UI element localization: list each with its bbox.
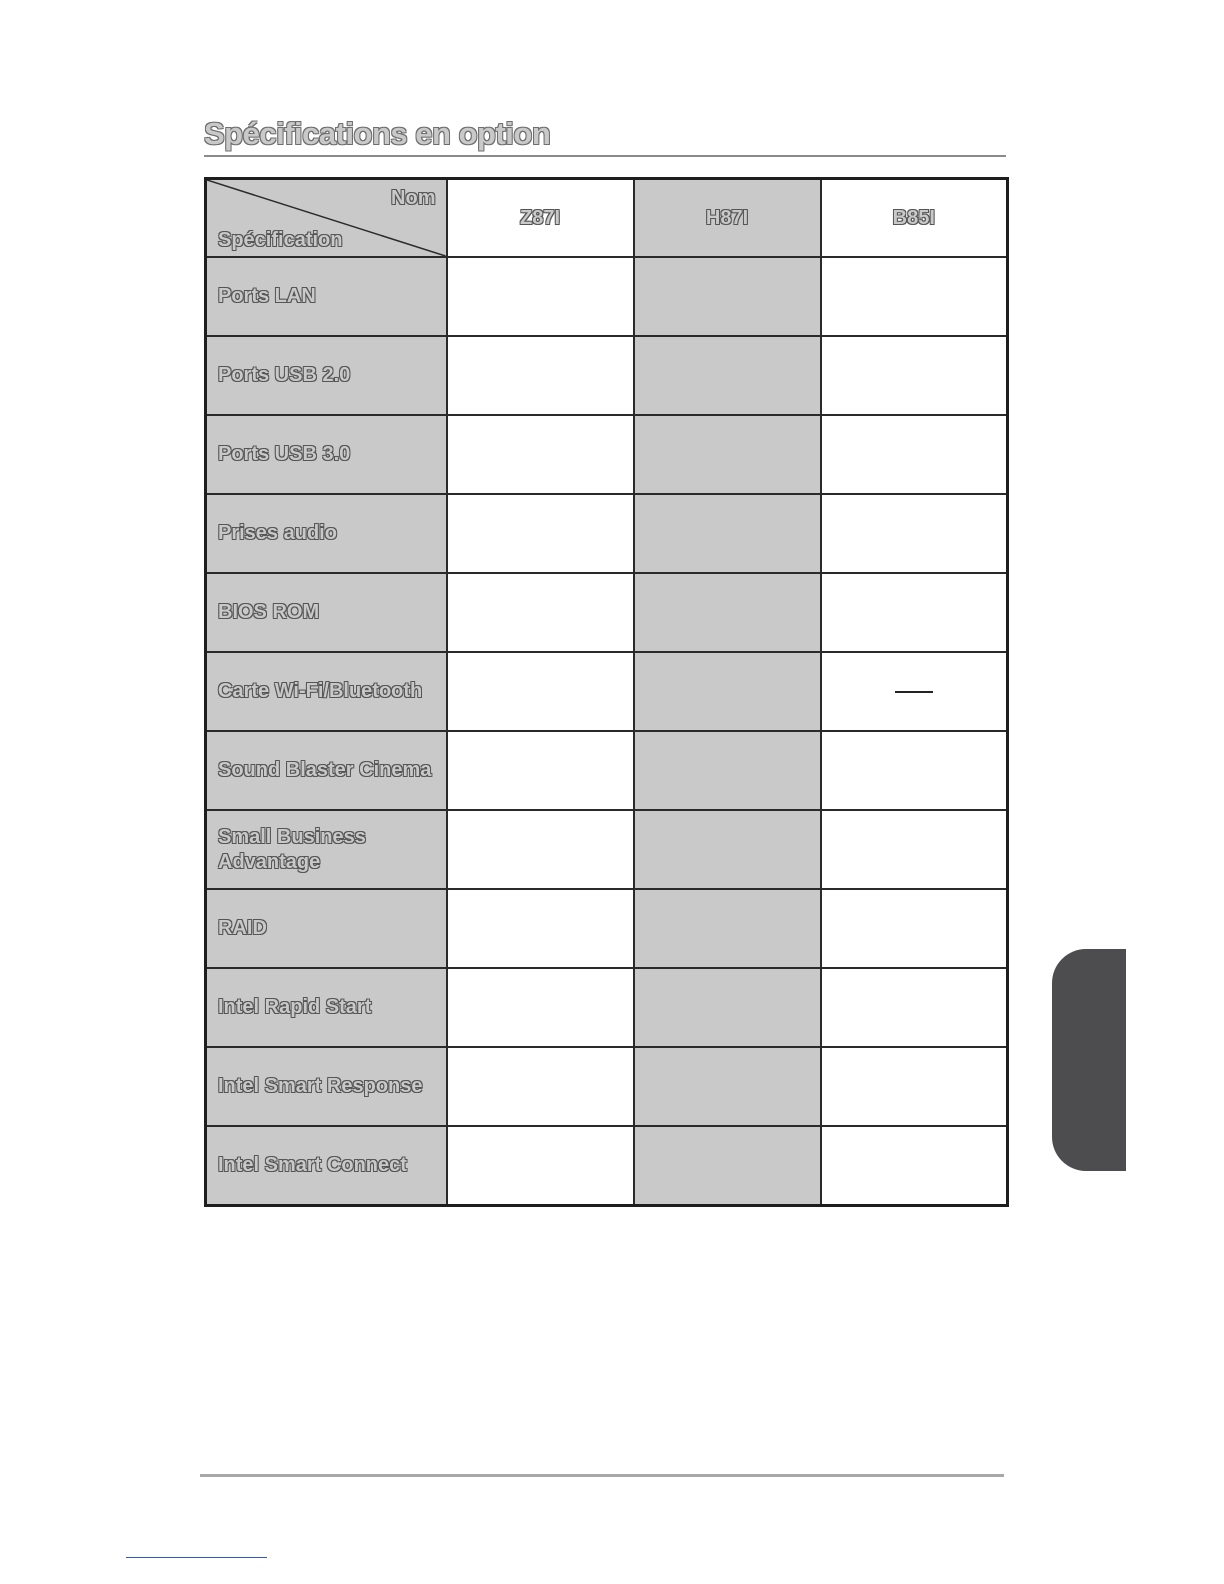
row-label: Intel Smart Response [206, 1047, 447, 1126]
value-cell-h87i [634, 968, 821, 1047]
value-cell-h87i [634, 1047, 821, 1126]
value-cell-b85i [821, 889, 1008, 968]
page-title: Spécifications en option [204, 116, 551, 151]
value-cell-h87i [634, 1126, 821, 1206]
row-label: Prises audio [206, 494, 447, 573]
row-label: Small Business Advantage [206, 810, 447, 889]
value-cell-b85i [821, 494, 1008, 573]
model-header-b85i: B85I [821, 179, 1008, 258]
not-available-dash [895, 691, 933, 693]
footer-link-underline [126, 1557, 267, 1558]
value-cell-h87i [634, 257, 821, 336]
value-cell-h87i [634, 336, 821, 415]
table-body [206, 257, 1008, 1206]
value-cell-z87i [447, 652, 634, 731]
value-cell-z87i [447, 573, 634, 652]
corner-header-cell [206, 179, 447, 258]
value-cell-z87i [447, 494, 634, 573]
value-cell-h87i [634, 573, 821, 652]
value-cell-b85i [821, 415, 1008, 494]
value-cell-z87i [447, 257, 634, 336]
value-cell-z87i [447, 1047, 634, 1126]
table-header-row [206, 179, 1008, 258]
value-cell-b85i [821, 1047, 1008, 1126]
table-row-intel-smart-connect [206, 1126, 1008, 1206]
table-row-audio-jacks [206, 494, 1008, 573]
row-label: Carte Wi-Fi/Bluetooth [206, 652, 447, 731]
table-row-raid [206, 889, 1008, 968]
row-label: Intel Smart Connect [206, 1126, 447, 1206]
table-row-sound-blaster-cinema [206, 731, 1008, 810]
table-row-intel-rapid-start [206, 968, 1008, 1047]
value-cell-b85i [821, 810, 1008, 889]
corner-spec-label: Spécification [218, 229, 343, 251]
value-cell-h87i [634, 889, 821, 968]
row-label: Sound Blaster Cinema [206, 731, 447, 810]
row-label: RAID [206, 889, 447, 968]
value-cell-z87i [447, 731, 634, 810]
row-label: Ports USB 3.0 [206, 415, 447, 494]
model-header-h87i: H87I [634, 179, 821, 258]
footer-divider [200, 1474, 1004, 1477]
value-cell-z87i [447, 1126, 634, 1206]
value-cell-b85i [821, 968, 1008, 1047]
value-cell-z87i [447, 415, 634, 494]
value-cell-z87i [447, 810, 634, 889]
value-cell-h87i [634, 494, 821, 573]
value-cell-b85i [821, 573, 1008, 652]
value-cell-b85i [821, 257, 1008, 336]
model-header-z87i: Z87I [447, 179, 634, 258]
table-row-ports-usb-2 [206, 336, 1008, 415]
value-cell-h87i [634, 731, 821, 810]
value-cell-b85i [821, 1126, 1008, 1206]
table-row-small-business-advantage [206, 810, 1008, 889]
value-cell-z87i [447, 968, 634, 1047]
row-label: Intel Rapid Start [206, 968, 447, 1047]
value-cell-z87i [447, 336, 634, 415]
row-label: Ports USB 2.0 [206, 336, 447, 415]
value-cell-b85i [821, 336, 1008, 415]
table-row-ports-lan [206, 257, 1008, 336]
corner-name-label: Nom [391, 187, 436, 209]
title-divider [204, 155, 1006, 157]
table-row-ports-usb-3 [206, 415, 1008, 494]
table-row-wifi-bluetooth [206, 652, 1008, 731]
value-cell-h87i [634, 810, 821, 889]
value-cell-h87i [634, 652, 821, 731]
row-label: Ports LAN [206, 257, 447, 336]
table-row-bios-rom [206, 573, 1008, 652]
row-label: BIOS ROM [206, 573, 447, 652]
specification-table [204, 177, 1009, 1207]
chapter-side-tab [1052, 949, 1126, 1171]
value-cell-b85i [821, 652, 1008, 731]
table-row-intel-smart-response [206, 1047, 1008, 1126]
value-cell-h87i [634, 415, 821, 494]
value-cell-z87i [447, 889, 634, 968]
value-cell-b85i [821, 731, 1008, 810]
